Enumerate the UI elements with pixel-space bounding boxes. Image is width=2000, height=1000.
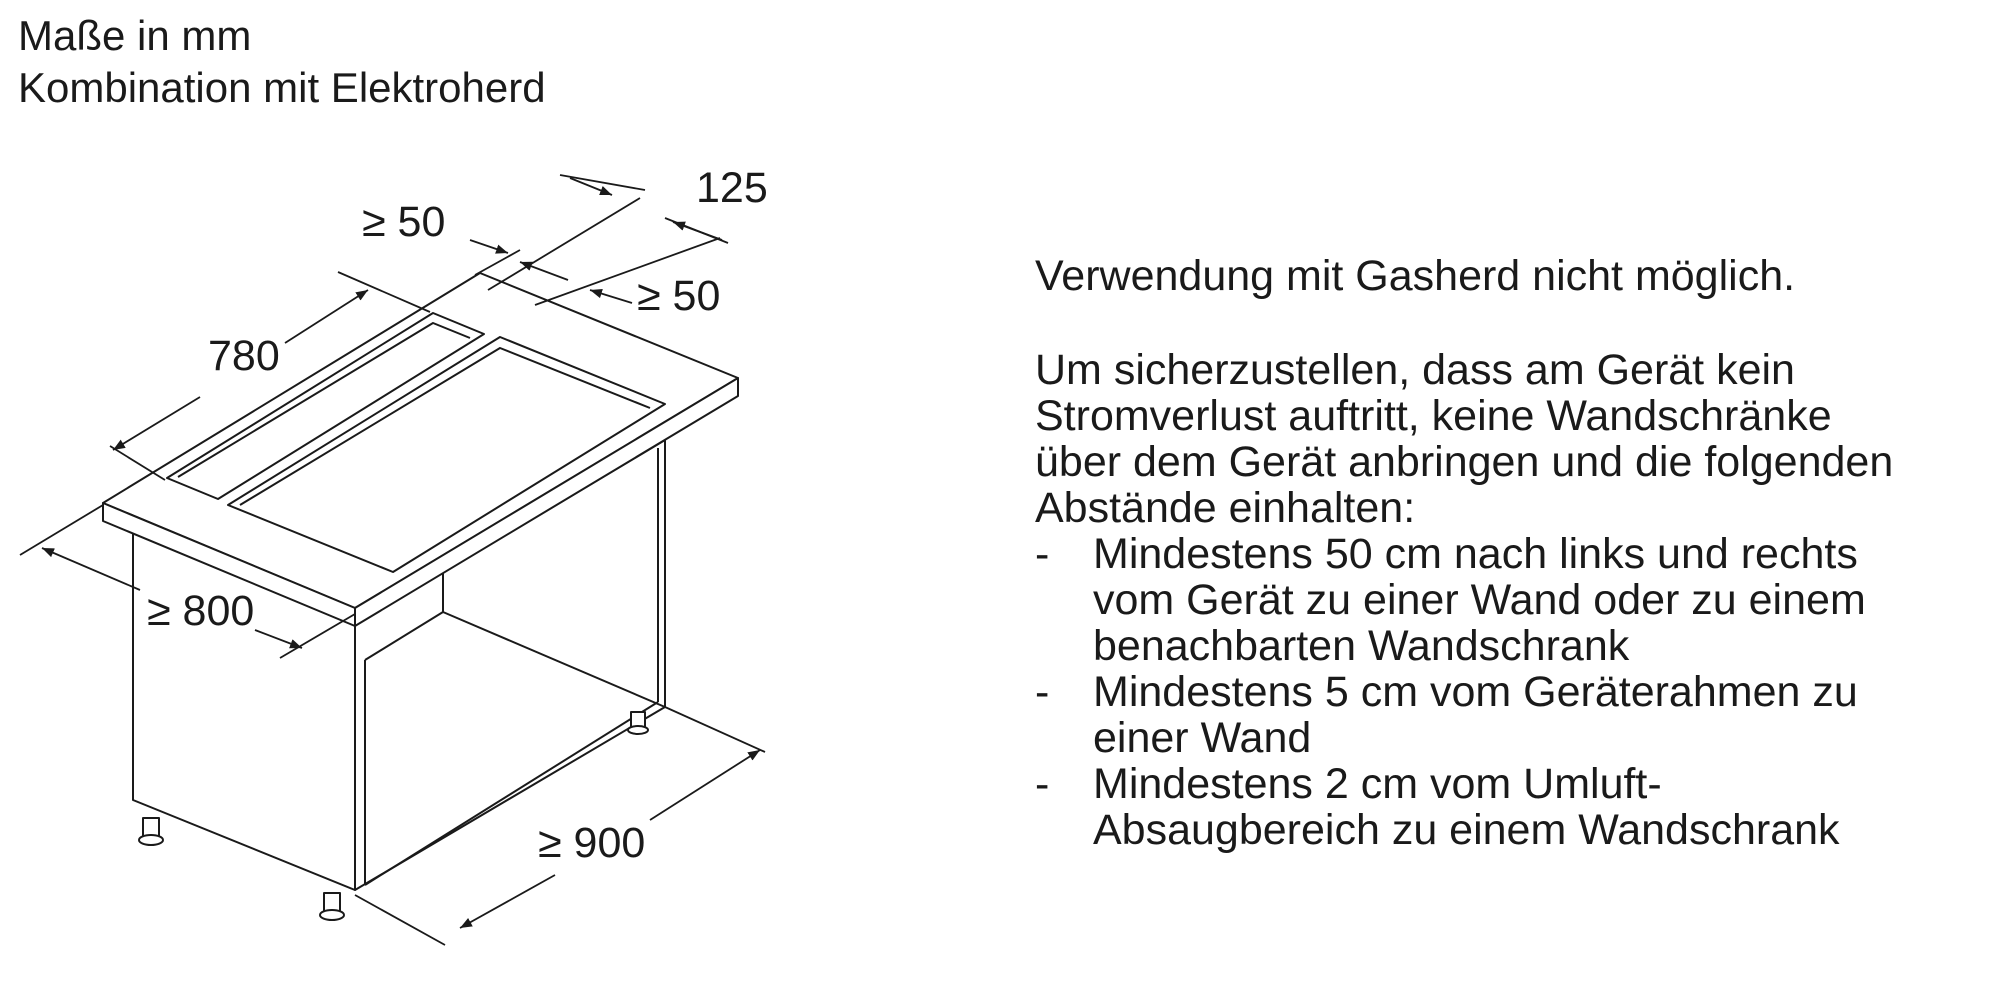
notes-intro-line-3: über dem Gerät anbringen und die folgenden	[1035, 438, 1894, 486]
dim-780-line-b	[285, 290, 368, 343]
notes-intro-line-4: Abstände einhalten:	[1035, 484, 1416, 532]
dim-depth-min-label: ≥ 900	[538, 819, 646, 867]
dim-depth-extra-label: 125	[696, 164, 768, 212]
notes-intro-line-1: Um sicherzustellen, dass am Gerät kein	[1035, 346, 1795, 394]
list-item-line: Mindestens 5 cm vom Geräterahmen zu	[1093, 668, 1858, 716]
dim-900-line-a	[460, 875, 555, 928]
dim-50-left-line	[470, 240, 508, 253]
dim-780-line-a	[113, 397, 200, 450]
dim-125-line-b	[673, 222, 722, 240]
bullet-dash: -	[1035, 760, 1050, 808]
list-item	[1035, 761, 1995, 853]
list-item	[1035, 669, 1995, 761]
dim-50-right-line-b	[590, 290, 632, 303]
notes-spacer	[1035, 299, 1995, 347]
units-label: Maße in mm	[18, 12, 252, 59]
list-item-line: benachbarten Wandschrank	[1093, 622, 1630, 670]
list-item-line: Mindestens 50 cm nach links und rechts	[1093, 530, 1858, 578]
notes-intro-line-2: Stromverlust auftritt, keine Wandschränke	[1035, 392, 1832, 440]
list-item-line: Absaugbereich zu einem Wandschrank	[1093, 806, 1840, 854]
dim-clearance-top-right-label: ≥ 50	[637, 272, 721, 320]
list-item-line: vom Gerät zu einer Wand oder zu einem	[1093, 576, 1866, 624]
dim-clearance-top-left-label: ≥ 50	[362, 198, 446, 246]
notes-heading: Verwendung mit Gasherd nicht möglich.	[1035, 252, 1796, 300]
dim-50-right-line-a	[520, 262, 568, 280]
installation-notes	[1035, 253, 1995, 853]
list-item-line: Mindestens 2 cm vom Umluft-	[1093, 760, 1662, 808]
bullet-dash: -	[1035, 668, 1050, 716]
list-item	[1035, 531, 1995, 669]
dim-900-line-b	[650, 750, 760, 820]
clearance-list	[1035, 531, 1995, 853]
dim-width-label: 780	[208, 332, 280, 380]
bullet-dash: -	[1035, 530, 1050, 578]
dim-800-line-a	[42, 548, 140, 590]
dim-width-min-label: ≥ 800	[147, 587, 255, 635]
combination-label: Kombination mit Elektroherd	[18, 64, 546, 111]
list-item-line: einer Wand	[1093, 714, 1312, 762]
